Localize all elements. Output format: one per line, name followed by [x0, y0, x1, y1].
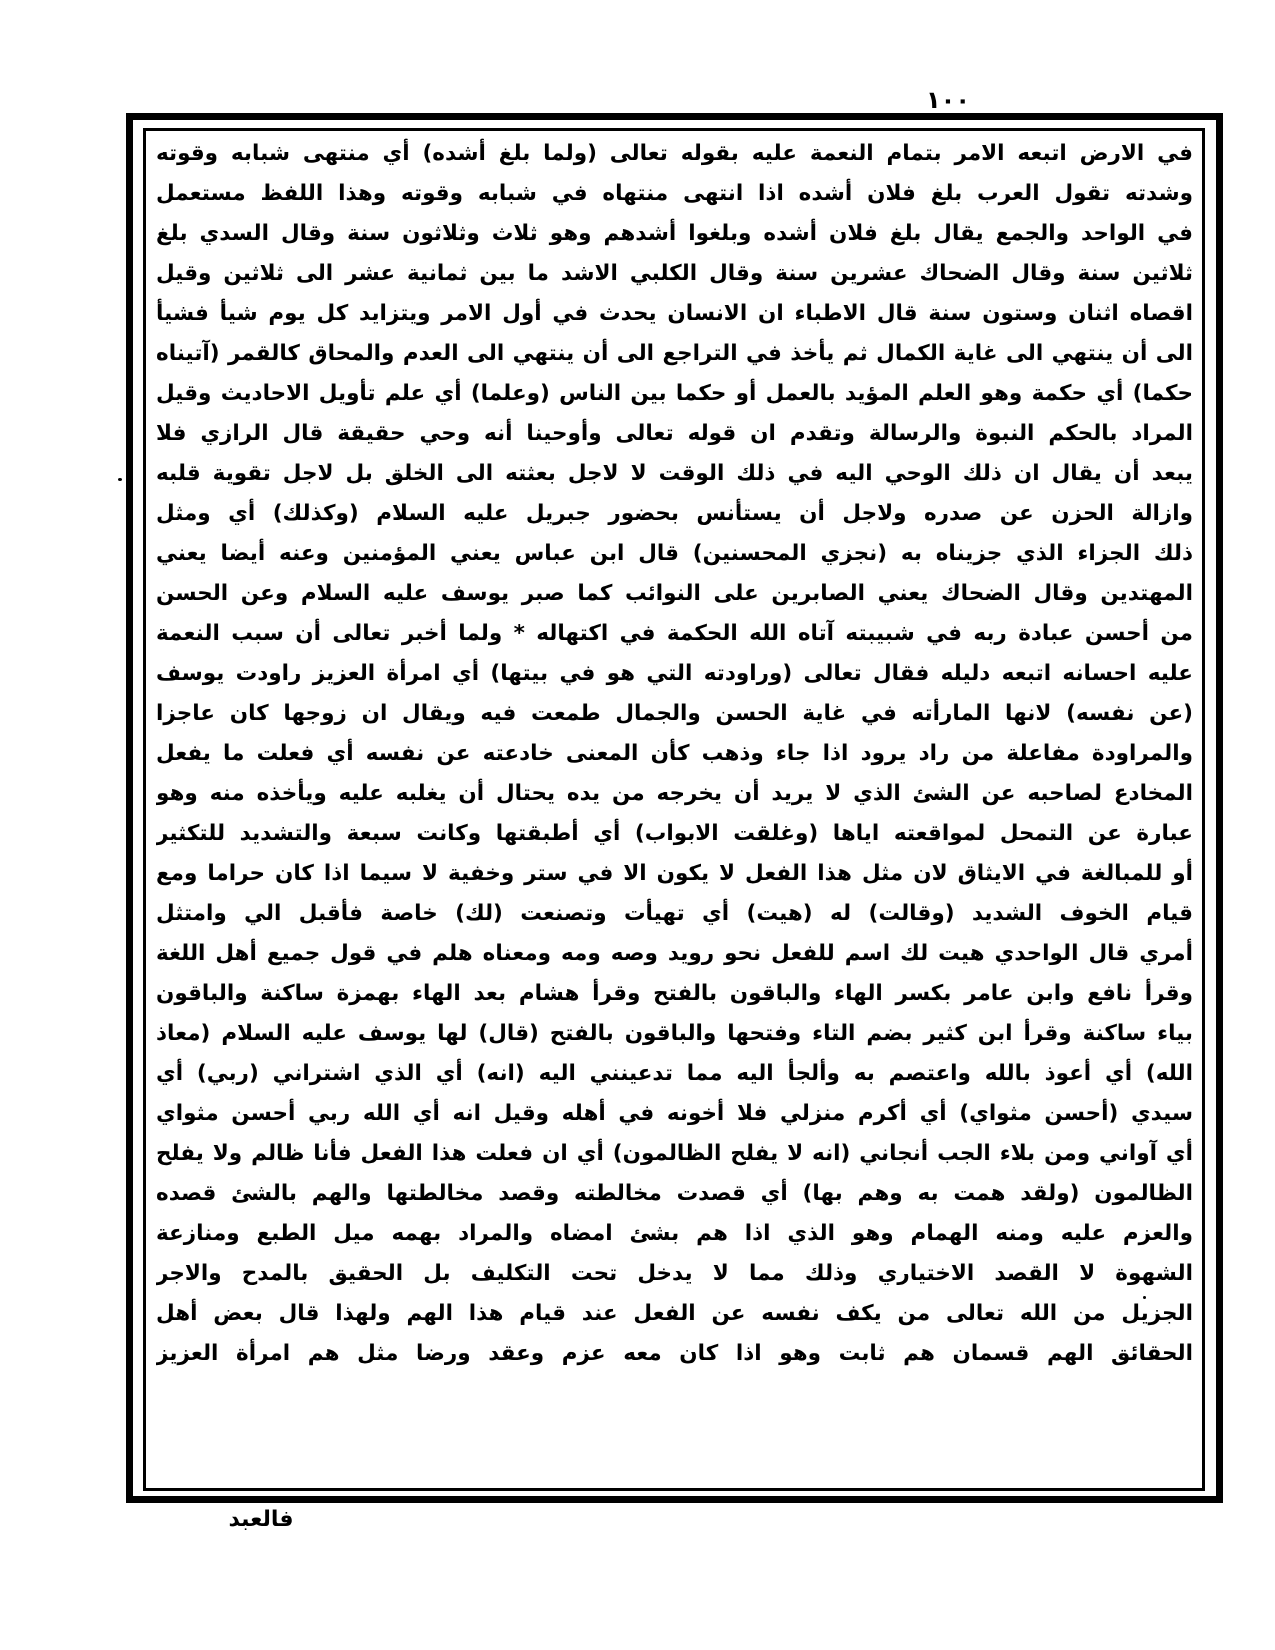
text-line: قيام الخوف الشديد (وقالت) له (هيت) أي تهيأت وتصنعت (لك) خاصة فأقبل الي وامتثل — [156, 901, 1193, 926]
catchword: فالعبد — [216, 1501, 306, 1539]
text-line: (عن نفسه) لانها المارأته في غاية الحسن والجمال طمعت فيه ويقال ان زوجها كان عاجزا — [156, 701, 1193, 726]
text-line: الشهوة لا القصد الاختياري وذلك مما لا يدخل تحت التكليف بل الحقيق بالمدح والاجر — [156, 1261, 1193, 1286]
scan-speck — [118, 478, 122, 481]
text-line: المهتدين وقال الضحاك يعني الصابرين على النوائب كما صبر يوسف عليه السلام وعن الحسن — [156, 581, 1193, 606]
text-line: الله) أي أعوذ بالله واعتصم به وألجأ اليه مما تدعينني اليه (انه) أي الذي اشتراني (ربي) أي — [156, 1061, 1193, 1086]
text-line: وازالة الحزن عن صدره ولاجل أن يستأنس بحضور جبريل عليه السلام (وكذلك) أي ومثل — [156, 501, 1193, 526]
text-line: أمري قال الواحدي هيت لك اسم للفعل نحو رويد وصه ومه ومعناه هلم في قول جميع أهل اللغة — [156, 941, 1193, 966]
manuscript-text-block — [156, 134, 1193, 1486]
text-line: الى أن ينتهي الى غاية الكمال ثم يأخذ في التراجع الى أن ينتهي الى العدم والمحاق كالقمر (آتيناه — [156, 341, 1193, 366]
text-line: من أحسن عبادة ربه في شبيبته آتاه الله الحكمة في اكتهاله * ولما أخبر تعالى أن سبب النعمة — [156, 621, 1193, 646]
text-line: في الواحد والجمع يقال بلغ فلان أشده وبلغوا أشدهم وهو ثلاث وثلاثون سنة وقال السدي بلغ — [156, 221, 1193, 246]
text-line: المراد بالحكم النبوة والرسالة وتقدم ان قوله تعالى وأوحينا أنه وحي حقيقة قال الرازي فلا — [156, 421, 1193, 446]
page-number: ١٠٠ — [926, 86, 970, 114]
text-line: والمراودة مفاعلة من راد يرود اذا جاء وذهب كأن المعنى خادعته عن نفسه أي فعلت ما يفعل — [156, 741, 1193, 766]
text-line: والعزم عليه ومنه الهمام وهو الذي اذا هم بشئ امضاه والمراد بهمه ميل الطبع ومنازعة — [156, 1221, 1193, 1246]
text-line: في الارض اتبعه الامر بتمام النعمة عليه بقوله تعالى (ولما بلغ أشده) أي منتهى شبابه وقوته — [156, 141, 1193, 166]
text-line: أو للمبالغة في الايثاق لان مثل هذا الفعل لا يكون الا في ستر وخفية لا سيما اذا كان حراما ومع — [156, 861, 1193, 886]
text-line: وقرأ نافع وابن عامر بكسر الهاء والباقون بالفتح وقرأ هشام بعد الهاء بهمزة ساكنة والباقون — [156, 981, 1193, 1006]
text-line: الجزيل من الله تعالى من يكف نفسه عن الفعل عند قيام هذا الهم ولهذا قال بعض أهل — [156, 1301, 1193, 1326]
text-line: أي آواني ومن بلاء الجب أنجاني (انه لا يفلح الظالمون) أي ان فعلت هذا الفعل فأنا ظالم ولا يفلح — [156, 1141, 1193, 1166]
text-line: عبارة عن التمحل لمواقعته اياها (وغلقت الابواب) أي أطبقتها وكانت سبعة والتشديد للتكثير — [156, 821, 1193, 846]
text-line: ذلك الجزاء الذي جزيناه به (نجزي المحسنين) قال ابن عباس يعني المؤمنين وعنه أيضا يعني — [156, 541, 1193, 566]
text-line: يبعد أن يقال ان ذلك الوحي اليه في ذلك الوقت لا لاجل بعثته الى الخلق بل لاجل تقوية قلبه — [156, 461, 1193, 486]
text-line: ثلاثين سنة وقال الضحاك عشرين سنة وقال الكلبي الاشد ما بين ثمانية عشر الى ثلاثين وقيل — [156, 261, 1193, 286]
text-line: الظالمون (ولقد همت به وهم بها) أي قصدت مخالطته وقصد مخالطتها والهم بالشئ قصده — [156, 1181, 1193, 1206]
text-line: بياء ساكنة وقرأ ابن كثير بضم التاء وفتحها والباقون بالفتح (قال) لها يوسف عليه السلام (معاذ — [156, 1021, 1193, 1046]
text-line: الحقائق الهم قسمان هم ثابت وهو اذا كان معه عزم وعقد ورضا مثل هم امرأة العزيز — [156, 1341, 1193, 1366]
text-line: اقصاه اثنان وستون سنة قال الاطباء ان الانسان يحدث في أول الامر ويتزايد كل يوم شيأ فشيأ — [156, 301, 1193, 326]
scan-speck — [1143, 1296, 1146, 1299]
text-line: حكما) أي حكمة وهو العلم المؤيد بالعمل أو حكما بين الناس (وعلما) أي علم تأويل الاحاديث وقيل — [156, 381, 1193, 406]
text-line: عليه احسانه اتبعه دليله فقال تعالى (وراودته التي هو في بيتها) أي امرأة العزيز راودت يوسف — [156, 661, 1193, 686]
text-line: وشدته تقول العرب بلغ فلان أشده اذا انتهى منتهاه في شبابه وقوته وهذا اللفظ مستعمل — [156, 181, 1193, 206]
text-line: سيدي (أحسن مثواي) أي أكرم منزلي فلا أخونه في أهله وقيل انه أي الله ربي أحسن مثواي — [156, 1101, 1193, 1126]
text-line: المخادع لصاحبه عن الشئ الذي لا يريد أن يخرجه من يده يحتال أن يغلبه عليه ويأخذه منه وهو — [156, 781, 1193, 806]
